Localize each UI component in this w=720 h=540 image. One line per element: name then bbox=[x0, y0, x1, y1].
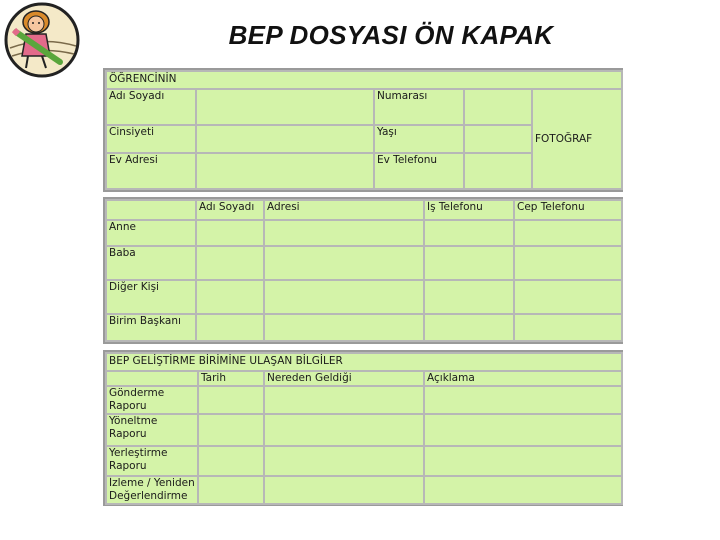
table-cell[interactable] bbox=[424, 476, 622, 504]
table-cell[interactable] bbox=[264, 246, 424, 280]
contacts-col-work-phone: İş Telefonu bbox=[424, 200, 514, 220]
table-cell[interactable] bbox=[264, 414, 424, 446]
table-cell[interactable] bbox=[514, 280, 622, 314]
age-field[interactable] bbox=[464, 125, 532, 153]
table-cell[interactable] bbox=[196, 314, 264, 341]
table-cell[interactable] bbox=[198, 446, 264, 476]
bep-info-header: BEP GELİŞTİRME BİRİMİNE ULAŞAN BİLGİLER bbox=[109, 355, 343, 367]
table-cell[interactable] bbox=[198, 386, 264, 414]
contacts-corner bbox=[106, 200, 196, 220]
address-label: Ev Adresi bbox=[106, 153, 196, 189]
contacts-row-mother: Anne bbox=[106, 220, 196, 246]
bep-row-monitoring-reevaluation: İzleme / Yeniden Değerlendirme bbox=[106, 476, 198, 504]
home-phone-label: Ev Telefonu bbox=[374, 153, 464, 189]
table-cell[interactable] bbox=[424, 386, 622, 414]
contacts-col-address: Adresi bbox=[264, 200, 424, 220]
table-cell[interactable] bbox=[264, 280, 424, 314]
table-cell[interactable] bbox=[424, 314, 514, 341]
table-cell[interactable] bbox=[264, 314, 424, 341]
table-cell[interactable] bbox=[264, 220, 424, 246]
table-cell[interactable] bbox=[514, 220, 622, 246]
page-title: BEP DOSYASI ÖN KAPAK bbox=[228, 20, 554, 50]
bep-col-description: Açıklama bbox=[424, 371, 622, 386]
contacts-col-name: Adı Soyadı bbox=[196, 200, 264, 220]
table-cell[interactable] bbox=[264, 446, 424, 476]
number-label: Numarası bbox=[374, 89, 464, 125]
table-cell[interactable] bbox=[198, 476, 264, 504]
table-cell[interactable] bbox=[424, 280, 514, 314]
table-cell[interactable] bbox=[424, 246, 514, 280]
table-cell[interactable] bbox=[424, 220, 514, 246]
table-cell[interactable] bbox=[264, 476, 424, 504]
photo-label: FOTOĞRAF bbox=[535, 132, 593, 145]
student-header: ÖĞRENCİNİN bbox=[109, 73, 177, 85]
address-field[interactable] bbox=[196, 153, 374, 189]
contacts-row-other: Diğer Kişi bbox=[106, 280, 196, 314]
table-cell[interactable] bbox=[514, 246, 622, 280]
contacts-col-mobile-phone: Cep Telefonu bbox=[514, 200, 622, 220]
contacts-row-father: Baba bbox=[106, 246, 196, 280]
bep-row-direction-report: Yöneltme Raporu bbox=[106, 414, 198, 446]
gender-field[interactable] bbox=[196, 125, 374, 153]
bep-info-section bbox=[103, 350, 623, 506]
table-cell[interactable] bbox=[424, 446, 622, 476]
bep-row-placement-report: Yerleştirme Raporu bbox=[106, 446, 198, 476]
table-cell[interactable] bbox=[196, 246, 264, 280]
table-cell[interactable] bbox=[198, 414, 264, 446]
bep-corner bbox=[106, 371, 198, 386]
bep-info-table bbox=[105, 352, 623, 505]
table-cell[interactable] bbox=[264, 386, 424, 414]
student-info-table bbox=[105, 70, 623, 190]
table-cell[interactable] bbox=[196, 220, 264, 246]
student-info-section bbox=[103, 68, 623, 192]
name-field[interactable] bbox=[196, 89, 374, 125]
home-phone-field[interactable] bbox=[464, 153, 532, 189]
bep-col-source: Nereden Geldiği bbox=[264, 371, 424, 386]
contacts-row-unit-head: Birim Başkanı bbox=[106, 314, 196, 341]
contacts-section bbox=[103, 197, 623, 344]
table-cell[interactable] bbox=[424, 414, 622, 446]
age-label: Yaşı bbox=[374, 125, 464, 153]
name-label: Adı Soyadı bbox=[106, 89, 196, 125]
table-cell[interactable] bbox=[196, 280, 264, 314]
table-cell[interactable] bbox=[514, 314, 622, 341]
gender-label: Cinsiyeti bbox=[106, 125, 196, 153]
number-field[interactable] bbox=[464, 89, 532, 125]
contacts-table bbox=[105, 199, 623, 342]
bep-col-date: Tarih bbox=[198, 371, 264, 386]
bep-row-referral-report: Gönderme Raporu bbox=[106, 386, 198, 414]
